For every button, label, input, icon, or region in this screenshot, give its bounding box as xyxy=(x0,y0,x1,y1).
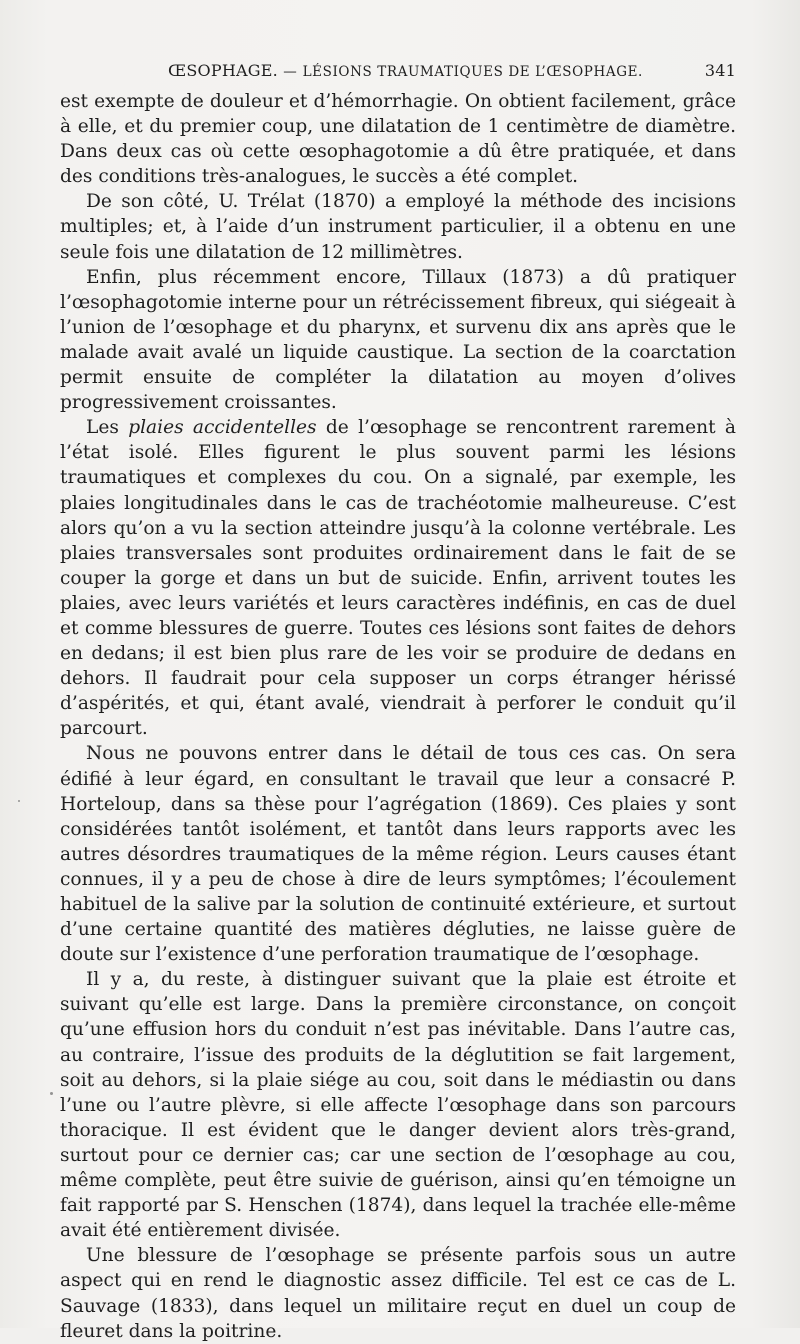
paragraph: Enfin, plus récemment encore, Tillaux (1873) a dû pratiquer l’œsophagotomie interne pour un rétrécissement fibreux, qui siégeait à l’union de l’œsophage et du pharynx, et survenu dix ans après que le malade avait avalé un liquide caustique. La section de la coarctation permit ensuite de compléter la dilatation au moyen d’olives progressivement croissantes. xyxy=(60,266,736,414)
italic-term: plaies accidentelles xyxy=(128,417,317,439)
ink-speck xyxy=(50,1092,53,1095)
paragraph xyxy=(60,415,736,741)
paragraph: est exempte de douleur et d’hémorrhagie. On obtient facilement, grâce à elle, et du premier coup, une dilatation de 1 centimètre de diamètre. Dans deux cas où cette œsophagotomie a dû être pratiquée, et dans des conditions très-analogues, le succès a été complet. xyxy=(60,91,736,188)
running-title-main: ŒSOPHAGE. xyxy=(168,61,278,80)
paragraph-body: de l’œsophage se rencontrent rarement à l’état isolé. Elles figurent le plus souvent parmi les lésions traumatiques et complexes du cou. On a signalé, par exemple, les plaies longitudinales dans le cas de trachéotomie malheureuse. C’est alors qu’on a vu la section atteindre jusqu’à la colonne vertébrale. Les plaies transversales sont produites ordinairement dans le fait de se couper la gorge et dans un but de suicide. Enfin, arrivent toutes les plaies, avec leurs variétés et leurs caractères indéfinis, en cas de duel et comme blessures de guerre. Toutes ces lésions sont faites de dehors en dedans; il est bien plus rare de les voir se produire de dedans en dehors. Il faudrait pour cela supposer un corps étranger hérissé d’aspérités, et qui, étant avalé, viendrait à perforer le conduit qu’il parcourt. xyxy=(60,417,736,740)
ink-speck xyxy=(18,800,20,802)
paragraph-lead: Les xyxy=(86,417,129,439)
running-header xyxy=(60,58,736,84)
paragraph: Il y a, du reste, à distinguer suivant que la plaie est étroite et suivant qu’elle est large. Dans la première circonstance, on conçoit qu’une effusion hors du conduit n’est pas inévitable. Dans l’autre cas, au contraire, l’issue des produits de la déglutition se fait largement, soit au dehors, si la plaie siége au cou, soit dans le médiastin ou dans l’une ou l’autre plèvre, si elle affecte l’œsophage dans son parcours thoracique. Il est évident que le danger devient alors très-grand, surtout pour ce dernier cas; car une section de l’œsophage au cou, même complète, peut être suivie de guérison, ainsi qu’en témoigne un fait rapporté par S. Henschen (1874), dans lequel la trachée elle-même avait été entièrement divisée. xyxy=(60,969,736,1242)
running-title-separator: — xyxy=(283,64,298,80)
body-text xyxy=(60,89,736,1344)
paragraph: Nous ne pouvons entrer dans le détail de tous ces cas. On sera édifié à leur égard, en consultant le travail que leur a consacré P. Horteloup, dans sa thèse pour l’agrégation (1869). Ces plaies y sont considérées tantôt isolément, et tantôt dans leurs rapports avec les autres désordres traumatiques de la même région. Leurs causes étant connues, il y a peu de chose à dire de leurs symptômes; l’écoulement habituel de la salive par la solution de continuité extérieure, et surtout d’une certaine quantité des matières dégluties, ne laisse guère de doute sur l’existence d’une perforation traumatique de l’œsophage. xyxy=(60,743,736,966)
running-title xyxy=(168,58,643,85)
paragraph: De son côté, U. Trélat (1870) a employé la méthode des incisions multiples; et, à l’aide d’un instrument particulier, il a obtenu en une seule fois une dilatation de 12 millimètres. xyxy=(60,191,736,263)
paragraph: Une blessure de l’œsophage se présente parfois sous un autre aspect qui en rend le diagnostic assez difficile. Tel est ce cas de L. Sauvage (1833), dans lequel un militaire reçut en duel un coup de fleuret dans la poitrine. xyxy=(60,1245,736,1342)
page-number: 341 xyxy=(704,61,736,80)
running-title-rest: LÉSIONS TRAUMATIQUES DE L’ŒSOPHAGE. xyxy=(302,64,643,80)
